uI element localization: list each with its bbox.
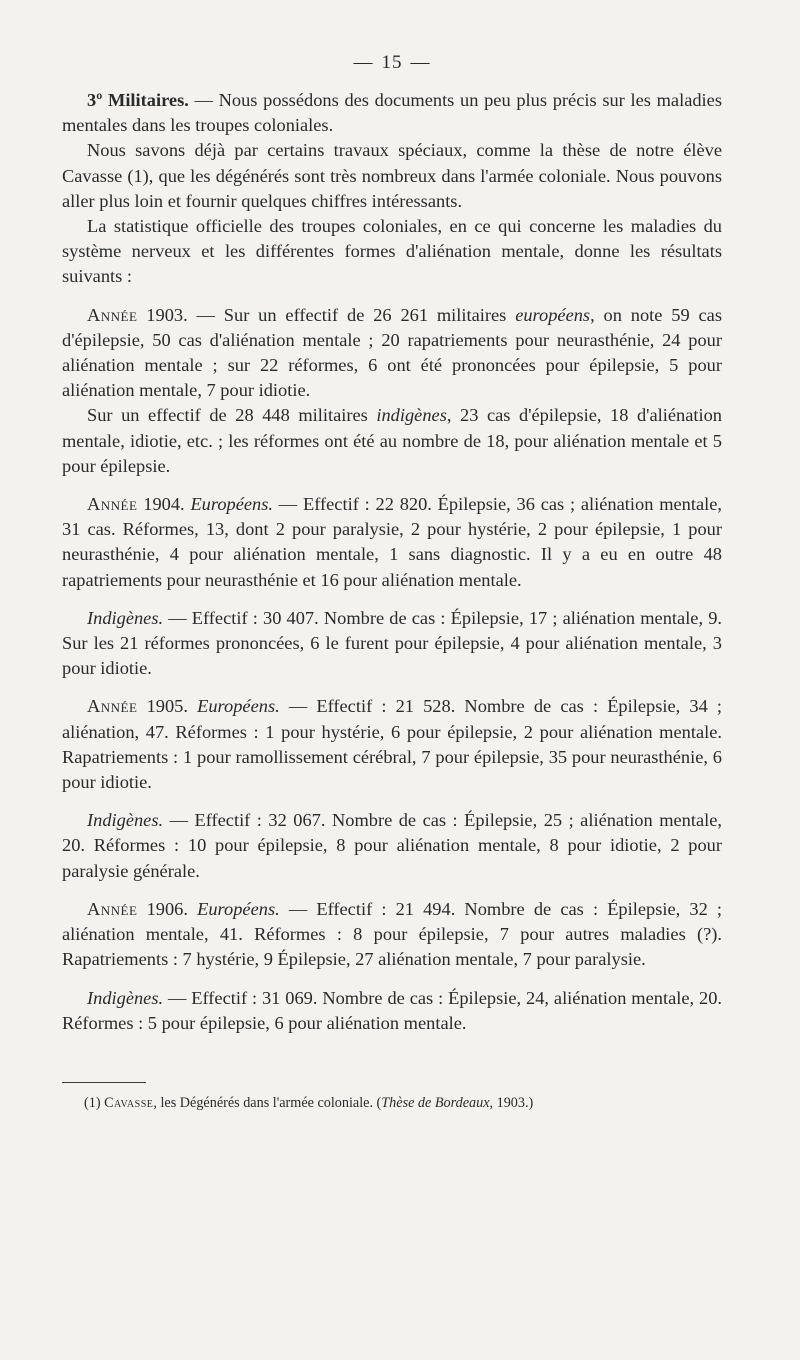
paragraph-1904-indigenes: Indigènes. — Effectif : 30 407. Nombre de cas : Épilepsie, 17 ; aliénation mentale, 9. Sur les 21 réformes prononcées, 6 le furent pour épilepsie, 4 pour aliénation mentale, 3 pour idiotie. (62, 607, 722, 679)
section-heading: 3º Militaires. (87, 90, 189, 110)
paragraph-statistique: La statistique officielle des troupes coloniales, en ce qui concerne les maladies du système nerveux et les différentes formes d'aliénation mentale, donne les résultats suivants : (62, 216, 722, 287)
paragraph-1906-europeens: Année 1906. Européens. — Effectif : 21 494. Nombre de cas : Épilepsie, 32 ; aliénation mentale, 41. Réformes : 8 pour épilepsie, 7 pour autres maladies (?). Rapatriements : 7 hystérie, 9 Épilepsie, 27 aliénation mentale, 7 pour paralysie. (62, 898, 723, 970)
paragraph-1905-indigenes: Indigènes. — Effectif : 32 067. Nombre de cas : Épilepsie, 25 ; aliénation mentale, 20. Réformes : 10 pour épilepsie, 8 pour aliénation mentale, 8 pour idiotie, 2 pour paralysie générale. (62, 810, 722, 881)
paragraph-1905-europeens: Année 1905. Européens. — Effectif : 21 528. Nombre de cas : Épilepsie, 34 ; aliénation, 47. Réformes : 1 pour hystérie, 6 pour épilepsie, 2 pour aliénation mentale. Rapatriements : 1 pour ramollissement cérébral, 7 pour épilepsie, 35 pour neurasthénie, 6 pour idiotie. (62, 696, 723, 793)
footnote: (1) Cavasse, les Dégénérés dans l'armée coloniale. (Thèse de Bordeaux, 1903.) (84, 1094, 534, 1111)
footnote-divider (62, 1082, 146, 1083)
paragraph-1903-europeens: Année 1903. — Sur un effectif de 26 261 militaires européens, on note 59 cas d'épilepsie, 50 cas d'aliénation mentale ; 20 rapatriements pour neurasthénie, 24 pour aliénation mentale ; sur 22 réformes, 6 ont été prononcées pour épilepsie, 5 pour aliénation mentale, 7 pour idiotie. (62, 304, 723, 401)
paragraph-1906-indigenes: Indigènes. — Effectif : 31 069. Nombre de cas : Épilepsie, 24, aliénation mentale, 20. Réformes : 5 pour épilepsie, 6 pour aliénation mentale. (62, 987, 722, 1033)
page-number: — 15 — (353, 52, 431, 73)
paragraph-militaires-intro: 3º Militaires. — Nous possédons des documents un peu plus précis sur les maladies mentales dans les troupes coloniales. (62, 90, 722, 136)
paragraph-cavasse: Nous savons déjà par certains travaux spéciaux, comme la thèse de notre élève Cavasse (1), que les dégénérés sont très nombreux dans l'armée coloniale. Nous pouvons aller plus loin et fournir quelques chiffres intéressants. (62, 140, 722, 211)
paragraph-1903-indigenes: Sur un effectif de 28 448 militaires indigènes, 23 cas d'épilepsie, 18 d'aliénation mentale, idiotie, etc. ; les réformes ont été au nombre de 18, pour aliénation mentale et 5 pour épilepsie. (62, 405, 722, 476)
paragraph-1904-europeens: Année 1904. Européens. — Effectif : 22 820. Épilepsie, 36 cas ; aliénation mentale, 31 cas. Réformes, 13, dont 2 pour paralysie, 2 pour hystérie, 2 pour épilepsie, 1 pour neurasthénie, 4 pour aliénation mentale, 1 sans diagnostic. Il y a eu en outre 48 rapatriements pour neurasthénie et 16 pour aliénation mentale. (62, 494, 722, 590)
